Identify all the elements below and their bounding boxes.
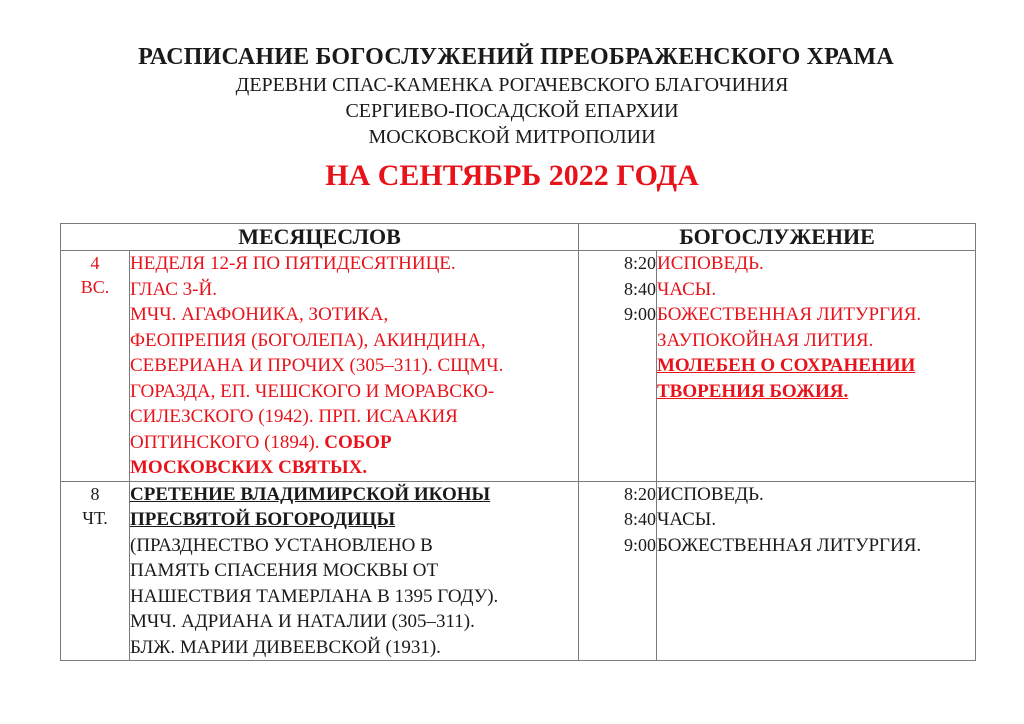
feast-line: НЕДЕЛЯ 12-Я ПО ПЯТИДЕСЯТНИЦЕ.: [130, 253, 456, 274]
day-number: 8: [90, 483, 100, 504]
weekday: ЧТ.: [82, 507, 108, 528]
feast-line: [130, 430, 578, 456]
service-time: 8:20: [623, 253, 656, 273]
table-row: [61, 481, 976, 661]
feast-line: СИЛЕЗСКОГО (1942). ПРП. ИСААКИЯ: [130, 406, 458, 427]
times-cell: [579, 251, 657, 482]
service-item: ЧАСЫ.: [657, 509, 717, 530]
service-item: БОЖЕСТВЕННАЯ ЛИТУРГИЯ.: [657, 304, 922, 325]
feast-line: ГЛАС 3-Й.: [130, 278, 217, 300]
feast-line: ФЕОПРЕПИЯ (БОГОЛЕПА), АКИНДИНА,: [130, 329, 486, 351]
day-number: 4: [90, 253, 100, 273]
column-header-calendar: МЕСЯЦЕСЛОВ: [61, 224, 579, 251]
feast-line: НАШЕСТВИЯ ТАМЕРЛАНА В 1395 ГОДУ).: [130, 585, 499, 607]
schedule-month: НА СЕНТЯБРЬ 2022 ГОДА: [325, 159, 699, 192]
feast-cell: [130, 251, 579, 482]
times-cell: [579, 481, 657, 661]
service-item: ЗАУПОКОЙНАЯ ЛИТИЯ.: [657, 329, 874, 351]
document-header: [0, 42, 1024, 194]
services-cell: [657, 481, 976, 661]
feast-line: (ПРАЗДНЕСТВО УСТАНОВЛЕНО В: [130, 534, 433, 556]
subtitle-line-1: ДЕРЕВНИ СПАС-КАМЕНКА РОГАЧЕВСКОГО БЛАГОЧИНИЯ: [235, 74, 789, 96]
column-header-service: БОГОСЛУЖЕНИЕ: [579, 224, 976, 251]
feast-cell: [130, 481, 579, 661]
service-item: БОЖЕСТВЕННАЯ ЛИТУРГИЯ.: [657, 534, 922, 556]
feast-highlight: МОСКОВСКИХ СВЯТЫХ.: [130, 457, 368, 478]
service-time: 8:40: [623, 278, 656, 299]
subtitle-line-3: МОСКОВСКОЙ МИТРОПОЛИИ: [368, 126, 656, 148]
feast-line: ГОРАЗДА, ЕП. ЧЕШСКОГО И МОРАВСКО-: [130, 380, 495, 402]
feast-line: ПАМЯТЬ СПАСЕНИЯ МОСКВЫ ОТ: [130, 560, 439, 581]
feast-highlight: СОБОР: [324, 431, 392, 453]
document-title: РАСПИСАНИЕ БОГОСЛУЖЕНИЙ ПРЕОБРАЖЕНСКОГО ХРАМА: [138, 44, 894, 70]
date-cell: [61, 481, 130, 661]
feast-text: ОПТИНСКОГО (1894).: [130, 431, 325, 453]
weekday: ВС.: [80, 277, 110, 297]
feast-highlight: СРЕТЕНИЕ ВЛАДИМИРСКОЙ ИКОНЫ: [130, 483, 491, 505]
schedule-table: [60, 223, 976, 661]
service-time: 8:20: [623, 483, 656, 504]
feast-line: СЕВЕРИАНА И ПРОЧИХ (305–311). СЩМЧ.: [130, 355, 504, 376]
date-cell: [61, 251, 130, 482]
services-cell: [657, 251, 976, 482]
service-item: ИСПОВЕДЬ.: [657, 253, 764, 274]
subtitle-line-2: СЕРГИЕВО-ПОСАДСКОЙ ЕПАРХИИ: [345, 100, 679, 122]
feast-line: МЧЧ. АГАФОНИКА, ЗОТИКА,: [130, 304, 389, 325]
service-time: 8:40: [623, 509, 656, 529]
feast-highlight: ПРЕСВЯТОЙ БОГОРОДИЦЫ: [130, 509, 396, 530]
table-row: [61, 251, 976, 482]
service-item: ЧАСЫ.: [657, 278, 717, 300]
service-item-highlight: МОЛЕБЕН О СОХРАНЕНИИ: [657, 355, 916, 376]
service-item: ИСПОВЕДЬ.: [657, 483, 764, 505]
service-time: 9:00: [623, 534, 656, 555]
feast-line: МЧЧ. АДРИАНА И НАТАЛИИ (305–311).: [130, 611, 475, 632]
service-time: 9:00: [623, 304, 656, 324]
feast-line: БЛЖ. МАРИИ ДИВЕЕВСКОЙ (1931).: [130, 636, 441, 658]
table-header-row: [61, 224, 976, 251]
service-item-highlight: ТВОРЕНИЯ БОЖИЯ.: [657, 380, 849, 402]
